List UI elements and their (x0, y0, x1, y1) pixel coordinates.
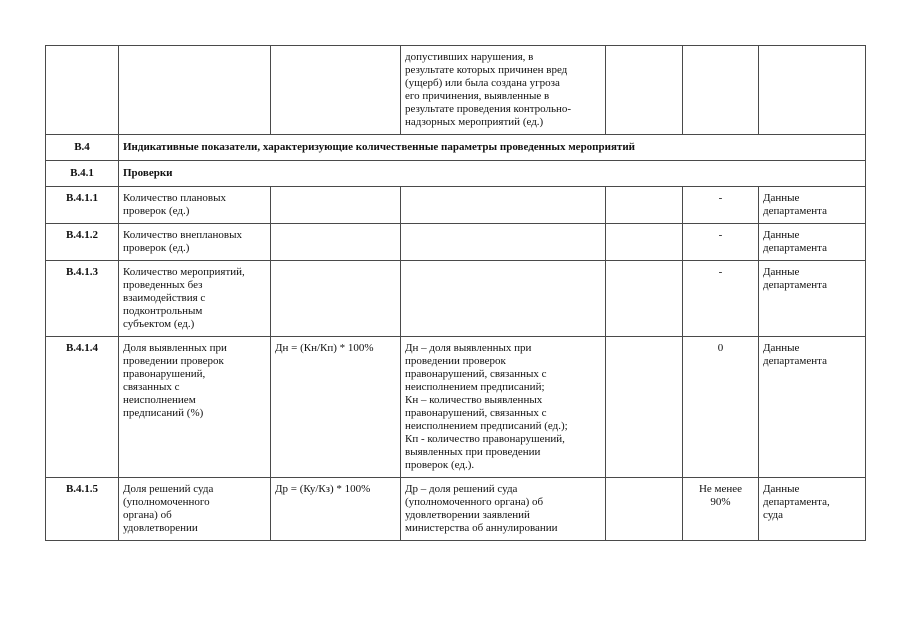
indicators-table (45, 45, 866, 541)
indicator-description (401, 187, 606, 224)
indicator-description: Др – доля решений суда (уполномоченного органа) об удовлетворении заявлений министерства об аннулировании (401, 478, 606, 541)
table-row (46, 261, 866, 337)
table-row (46, 46, 866, 135)
indicator-formula: Дн = (Кн/Кп) * 100% (271, 337, 401, 478)
row-code: В.4.1.3 (46, 261, 119, 337)
empty-cell (606, 224, 683, 261)
indicator-description (401, 224, 606, 261)
table-row (46, 224, 866, 261)
indicator-source: Данные департамента (759, 187, 866, 224)
indicator-description: допустивших нарушения, в результате которых причинен вред (ущерб) или была создана угроза его причинения, выявленные в результате проведения контрольно- надзорных мероприятий (ед.) (401, 46, 606, 135)
empty-cell (606, 46, 683, 135)
table-row (46, 478, 866, 541)
row-code (46, 46, 119, 135)
empty-cell (606, 187, 683, 224)
indicator-name: Доля решений суда (уполномоченного органа) об удовлетворении (119, 478, 271, 541)
indicator-target: - (683, 187, 759, 224)
indicator-name: Количество мероприятий, проведенных без взаимодействия с подконтрольным субъектом (ед.) (119, 261, 271, 337)
section-code: В.4 (46, 135, 119, 161)
section-title: Проверки (119, 161, 866, 187)
row-code: В.4.1.2 (46, 224, 119, 261)
row-code: В.4.1.4 (46, 337, 119, 478)
indicator-formula (271, 224, 401, 261)
indicator-name: Доля выявленных при проведении проверок правонарушений, связанных с неисполнением предписаний (%) (119, 337, 271, 478)
empty-cell (606, 337, 683, 478)
indicator-description (401, 261, 606, 337)
indicator-target: Не менее 90% (683, 478, 759, 541)
indicator-target: - (683, 224, 759, 261)
section-code: В.4.1 (46, 161, 119, 187)
indicator-source: Данные департамента (759, 337, 866, 478)
indicator-name (119, 46, 271, 135)
table-row (46, 337, 866, 478)
indicator-name: Количество внеплановых проверок (ед.) (119, 224, 271, 261)
indicator-formula (271, 187, 401, 224)
indicator-target: 0 (683, 337, 759, 478)
indicator-formula (271, 46, 401, 135)
indicator-description: Дн – доля выявленных при проведении проверок правонарушений, связанных с неисполнением предписаний; Кн – количество выявленных правонарушений, связанных с неисполнением предписаний (ед.); Кп - количество правонарушений, выявленных при проведении проверок (ед.). (401, 337, 606, 478)
indicator-target (683, 46, 759, 135)
indicator-source: Данные департамента (759, 224, 866, 261)
section-row (46, 135, 866, 161)
section-title: Индикативные показатели, характеризующие количественные параметры проведенных мероприятий (119, 135, 866, 161)
row-code: В.4.1.5 (46, 478, 119, 541)
section-row (46, 161, 866, 187)
indicator-source (759, 46, 866, 135)
table-row (46, 187, 866, 224)
indicator-target: - (683, 261, 759, 337)
indicator-name: Количество плановых проверок (ед.) (119, 187, 271, 224)
empty-cell (606, 261, 683, 337)
indicator-formula: Др = (Ку/Кз) * 100% (271, 478, 401, 541)
indicator-formula (271, 261, 401, 337)
row-code: В.4.1.1 (46, 187, 119, 224)
indicator-source: Данные департамента, суда (759, 478, 866, 541)
empty-cell (606, 478, 683, 541)
indicator-source: Данные департамента (759, 261, 866, 337)
